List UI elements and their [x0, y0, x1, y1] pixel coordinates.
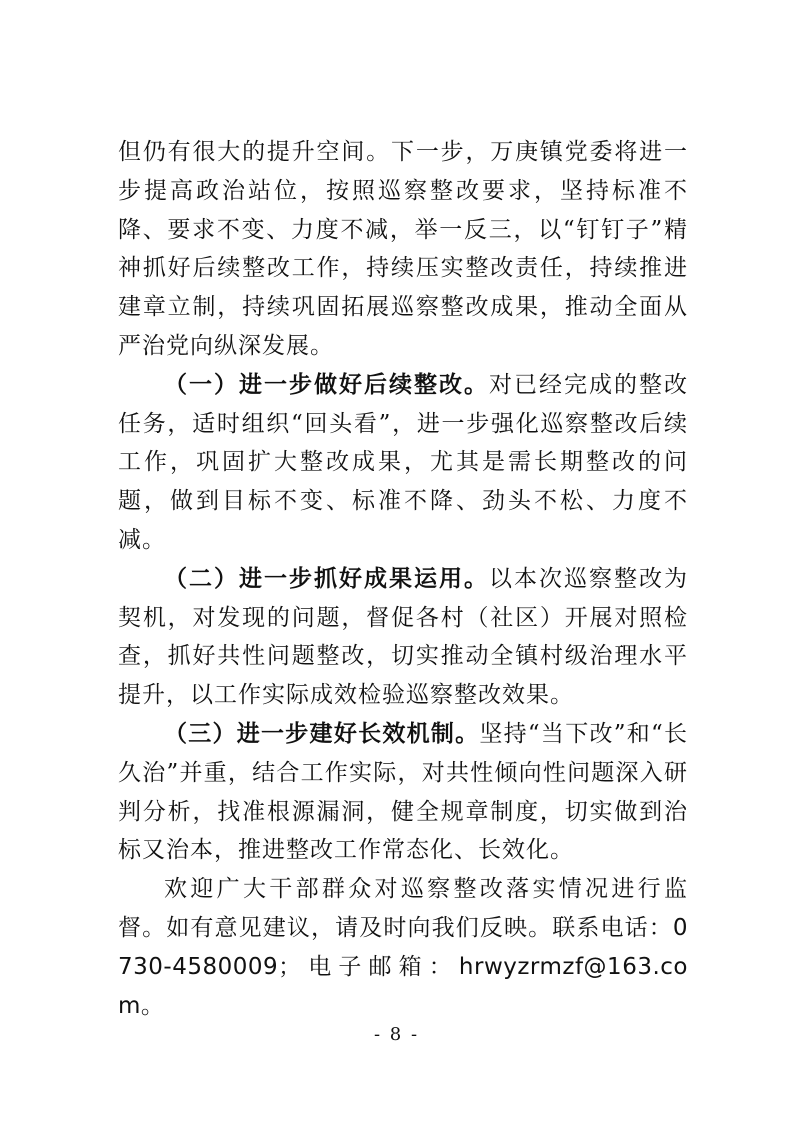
contact-end: 。	[140, 992, 165, 1019]
paragraph-section-2	[118, 560, 688, 715]
page-number: - 8 -	[373, 1024, 420, 1045]
paragraph-section-1	[118, 366, 688, 560]
paragraph-text: 以本次巡察整改为契机，对发现的问题，督促各村（社区）开展对照检查，抓好共性问题整改，切实推动全镇村级治理水平提升，以工作实际成效检验巡察整改效果。	[118, 565, 688, 709]
paragraph-text: 坚持“当下改”和“长久治”并重，结合工作实际，对共性倾向性问题深入研判分析，找准根源漏洞，健全规章制度，切实做到治标又治本，推进整改工作常态化、长效化。	[118, 720, 689, 864]
paragraph-section-3	[118, 715, 688, 870]
body-text	[118, 133, 688, 1025]
contact-email: hrwyzrmzf@163.com	[118, 953, 688, 1019]
paragraph-text: 欢迎广大干部群众对巡察整改落实情况进行监督。如有意见建议，请及时向我们反映。联系电话：	[118, 876, 688, 941]
section-heading: （一）进一步做好后续整改。	[164, 371, 489, 398]
section-heading: （二）进一步抓好成果运用。	[164, 565, 489, 592]
paragraph-text: 但仍有很大的提升空间。下一步，万庚镇党委将进一步提高政治站位，按照巡察整改要求，坚持标准不降、要求不变、力度不减，举一反三，以“钉钉子”精神抓好后续整改工作，持续压实整改责任，持续推进建章立制，持续巩固拓展巡察整改成果，推动全面从严治党向纵深发展。	[118, 139, 688, 359]
paragraph-text: 对已经完成的整改任务，适时组织“回头看”，进一步强化巡察整改后续工作，巩固扩大整改成果，尤其是需长期整改的问题，做到目标不变、标准不降、劲头不松、力度不减。	[118, 371, 688, 553]
contact-phone: 0730-4580009	[118, 914, 688, 980]
paragraph-continuation	[118, 133, 688, 366]
contact-separator: ；电子邮箱：	[278, 953, 459, 980]
paragraph-contact	[118, 870, 688, 1025]
section-heading: （三）进一步建好长效机制。	[164, 720, 480, 747]
